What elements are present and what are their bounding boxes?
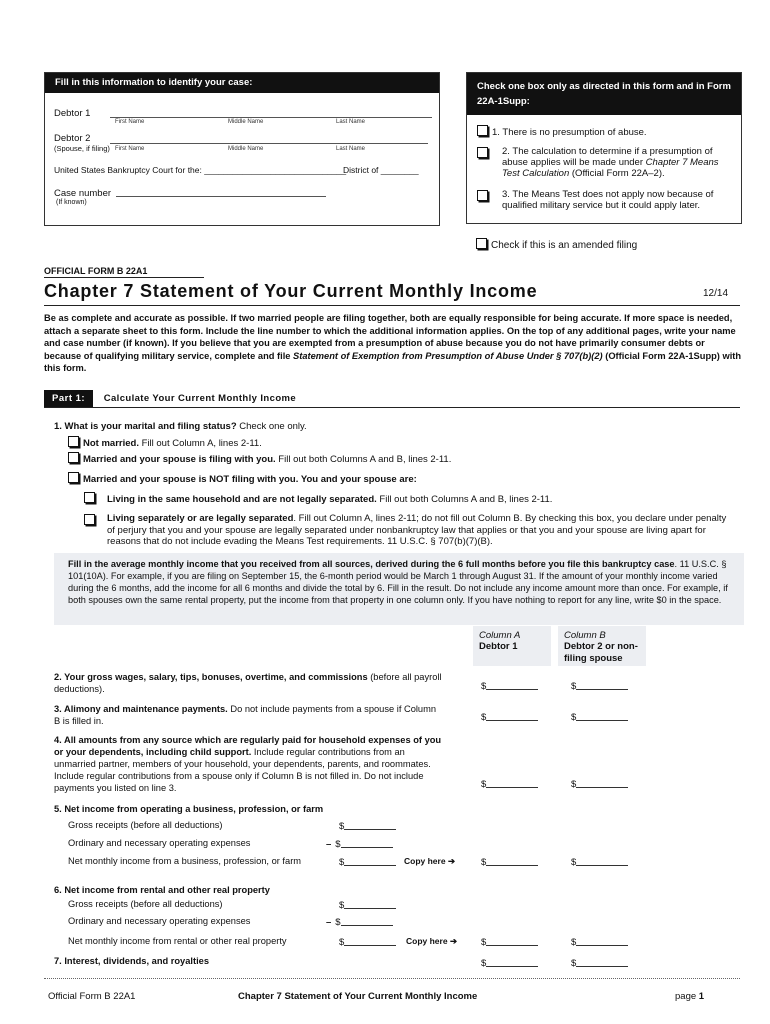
checkbox-no-presumption[interactable] — [477, 125, 488, 136]
same-household-bold: Living in the same household and are not legally separated. — [107, 494, 377, 505]
line5-net-label: Net monthly income from a business, profession, or farm — [68, 856, 302, 866]
case-number-label: Case number — [54, 188, 112, 199]
footer-form-name: Official Form B 22A1 — [48, 991, 136, 1002]
debtor2-label: Debtor 2 — [54, 133, 91, 144]
column-a-sub: Debtor 1 — [479, 641, 518, 652]
line6-ord-label: Ordinary and necessary operating expenses — [68, 916, 251, 926]
amended-filing-option[interactable] — [476, 238, 637, 251]
line6-gross-label: Gross receipts (before all deductions) — [68, 899, 223, 909]
arrow-right-icon: ➔ — [449, 936, 458, 946]
minus-sign: – — [326, 839, 332, 850]
last-name-caption: Last Name — [336, 119, 366, 125]
line3-bold: 3. Alimony and maintenance payments. — [54, 704, 228, 714]
form-label-official: OFFICIAL — [44, 266, 86, 276]
line5-net-amount[interactable]: $ — [339, 856, 396, 868]
column-b-title: Column B — [564, 630, 606, 641]
checkbox-same-household[interactable] — [84, 492, 95, 503]
checkbox-married-filing[interactable] — [68, 452, 79, 463]
line2-text: (before all payroll deductions). — [54, 672, 442, 694]
same-household-text: Fill out both Columns A and B, lines 2-11. — [376, 494, 553, 505]
option3-text: 3. The Means Test does not apply now because of qualified military service but it could apply later. — [502, 189, 714, 211]
footer-page-number: 1 — [698, 991, 705, 1002]
option-no-presumption[interactable] — [477, 125, 732, 138]
line5-gross-amount[interactable]: $ — [339, 820, 396, 832]
court-label[interactable]: United States Bankruptcy Court for the: ______________________________ — [54, 165, 347, 175]
line5-gross-label: Gross receipts (before all deductions) — [68, 820, 223, 830]
middle-name-caption: Middle Name — [228, 119, 264, 125]
line6-net-label: Net monthly income from rental or other real property — [68, 936, 287, 946]
option2-text-a: 2. The calculation to determine if a presumption of abuse applies will be made under — [502, 146, 713, 168]
footer-page-label: page — [675, 991, 697, 1002]
checkbox-married-not-filing[interactable] — [68, 472, 79, 483]
line2-col-b[interactable]: $ — [571, 680, 628, 692]
line6-ord-amount[interactable]: – $ — [326, 916, 393, 928]
not-married-bold: Not married. — [83, 438, 139, 449]
checkbox-means-test-calc[interactable] — [477, 147, 488, 158]
form-label-number: B 22A1 — [116, 266, 148, 276]
q1-opt-married-not-filing[interactable] — [68, 472, 417, 485]
intro-paragraph — [44, 312, 742, 375]
first-name-caption: First Name — [115, 119, 145, 125]
last-name-caption-2: Last Name — [336, 146, 366, 152]
line2-bold: 2. Your gross wages, salary, tips, bonuses, overtime, and commissions — [54, 672, 368, 682]
footer-title: Chapter 7 Statement of Your Current Monthly Income — [238, 991, 478, 1002]
not-married-text: Fill out Column A, lines 2-11. — [138, 438, 262, 449]
checkbox-amended[interactable] — [476, 238, 487, 249]
district-label[interactable]: District of ________ — [343, 165, 419, 175]
married-not-filing-bold: Married and your spouse is NOT filing with you. You and your spouse are: — [83, 474, 417, 485]
line5-ord-label: Ordinary and necessary operating expenses — [68, 838, 251, 848]
line6-net-amount[interactable]: $ — [339, 936, 396, 948]
instructions-bold: Fill in the average monthly income that you received from all sources, derived during the 6 full months before you file this bankruptcy case — [68, 559, 675, 569]
line5-ord-amount[interactable]: – $ — [326, 838, 393, 850]
intro-text: Be as complete and accurate as possible. If two married people are filing together, both are equally responsible for being accurate. If more space is needed, attach a separate sheet to this form. Include the line number to which the additional information applies. On the top of any additional pages, write your name and case number (if known). If you believe that you are exempted from a presumption of abuse because you do not have primarily consumer debts or because of qualifying military service, complete and file — [44, 313, 736, 361]
line7-label: 7. Interest, dividends, and royalties — [54, 956, 209, 966]
line3-text: Do not include payments from a spouse if Column B is filled in. — [54, 704, 437, 726]
married-filing-bold: Married and your spouse is filing with you. — [83, 454, 276, 465]
line5-col-a[interactable]: $ — [481, 856, 538, 868]
amended-text: Check if this is an amended filing — [491, 240, 638, 251]
line3-col-b[interactable]: $ — [571, 711, 628, 723]
line4-label — [54, 734, 449, 794]
case-number-field[interactable] — [116, 188, 326, 197]
line3-col-a[interactable]: $ — [481, 711, 538, 723]
intro-end: (Official Form 22A-1Supp) with this form. — [44, 350, 742, 373]
option1-text: 1. There is no presumption of abuse. — [492, 127, 647, 138]
case-id-header: Fill in this information to identify your case: — [45, 73, 439, 93]
q1-suffix: Check one only. — [236, 421, 307, 432]
option-military[interactable] — [477, 189, 737, 211]
q1-sub-same-household[interactable] — [84, 492, 552, 505]
intro-italic: Statement of Exemption from Presumption of Abuse Under § 707(b)(2) — [293, 350, 603, 361]
title-rule — [44, 305, 740, 306]
line5-col-b[interactable]: $ — [571, 856, 628, 868]
line7-col-a[interactable]: $ — [481, 957, 538, 969]
presumption-header: Check one box only as directed in this form and in Form 22A-1Supp: — [467, 73, 741, 115]
checkbox-not-married[interactable] — [68, 436, 79, 447]
page-title: Chapter 7 Statement of Your Current Monthly Income — [44, 281, 538, 301]
line6-col-a[interactable]: $ — [481, 936, 538, 948]
footer-page — [675, 991, 704, 1002]
living-separately-text: . Fill out Column A, lines 2-11; do not fill out Column B. By checking this box, you declare under penalty of perjury that you and your spouse are legally separated under nonbankruptcy law that applies or that you and your spouse are living apart for reasons that do not include evading the Means Test requirements. 11 U.S.C. § 707(b)(7)(B). — [107, 513, 727, 547]
line4-col-b[interactable]: $ — [571, 778, 628, 790]
form-date: 12/14 — [703, 288, 729, 299]
arrow-right-icon: ➔ — [447, 856, 456, 866]
option-means-test-calc[interactable] — [477, 146, 737, 179]
spouse-label: (Spouse, if filing) — [54, 144, 110, 153]
checkbox-living-separately[interactable] — [84, 514, 95, 525]
part1-title: Calculate Your Current Monthly Income — [103, 393, 297, 404]
instructions-text — [68, 558, 736, 606]
line4-col-a[interactable]: $ — [481, 778, 538, 790]
middle-name-caption-2: Middle Name — [228, 146, 264, 152]
line4-text: Include regular contributions from an unmarried partner, members of your household, your dependents, parents, and roommates. Include regular contributions from a spouse only if Column B is not filled in. Do not include payments you listed on line 3. — [54, 747, 431, 793]
line6-gross-amount[interactable]: $ — [339, 899, 396, 911]
option2-text-b: (Official Form 22A–2). — [569, 168, 665, 179]
first-name-caption-2: First Name — [115, 146, 145, 152]
debtor1-label: Debtor 1 — [54, 108, 91, 119]
q1-sub-living-separately[interactable] — [84, 513, 734, 548]
line6-col-b[interactable]: $ — [571, 936, 628, 948]
column-b-sub: Debtor 2 or non-filing spouse — [564, 641, 638, 664]
debtor2-name-field[interactable] — [110, 134, 428, 144]
line4-bold: 4. All amounts from any source which are regularly paid for household expenses of you or your dependents, including child support. — [54, 735, 442, 757]
line6-copy-here: Copy here ➔ — [406, 936, 458, 946]
line2-col-a[interactable]: $ — [481, 680, 538, 692]
line3-label — [54, 703, 444, 727]
column-a-title: Column A — [479, 630, 521, 641]
living-separately-bold: Living separately or are legally separated — [107, 513, 294, 524]
footer-rule — [44, 978, 740, 979]
option2-text-italic: Chapter 7 Means Test Calculation — [502, 157, 719, 179]
line7-col-b[interactable]: $ — [571, 957, 628, 969]
instructions-body: . 11 U.S.C. § 101(10A). For example, if you are filing on September 15, the 6-month period would be March 1 through August 31. If the amount of your monthly income varied during the 6 months, add the income for all 6 months and divide the total by 6. Fill in the result. Do not include any income amount more than once. For example, if both spouses own the same rental property, put the income from that property in one column only. If you have nothing to report for any line, write $0 in the space. — [68, 559, 728, 605]
form-label-form: FORM — [87, 266, 115, 276]
line6-label: 6. Net income from rental and other real property — [54, 885, 270, 895]
part1-tag: Part 1: — [44, 390, 93, 407]
line5-label: 5. Net income from operating a business, profession, or farm — [54, 804, 324, 814]
line5-copy-here: Copy here ➔ — [404, 856, 456, 866]
form-label — [44, 266, 204, 278]
q1-label — [54, 421, 307, 432]
q1-opt-not-married[interactable] — [68, 436, 262, 449]
married-filing-text: Fill out both Columns A and B, lines 2-11. — [275, 454, 452, 465]
part1-header — [44, 390, 740, 408]
q1-opt-married-filing[interactable] — [68, 452, 451, 465]
checkbox-military[interactable] — [477, 190, 488, 201]
if-known-label: (If known) — [56, 199, 87, 206]
q1-label-bold: 1. What is your marital and filing status? — [54, 421, 237, 432]
line2-label — [54, 671, 449, 695]
debtor1-name-field[interactable] — [110, 108, 432, 118]
